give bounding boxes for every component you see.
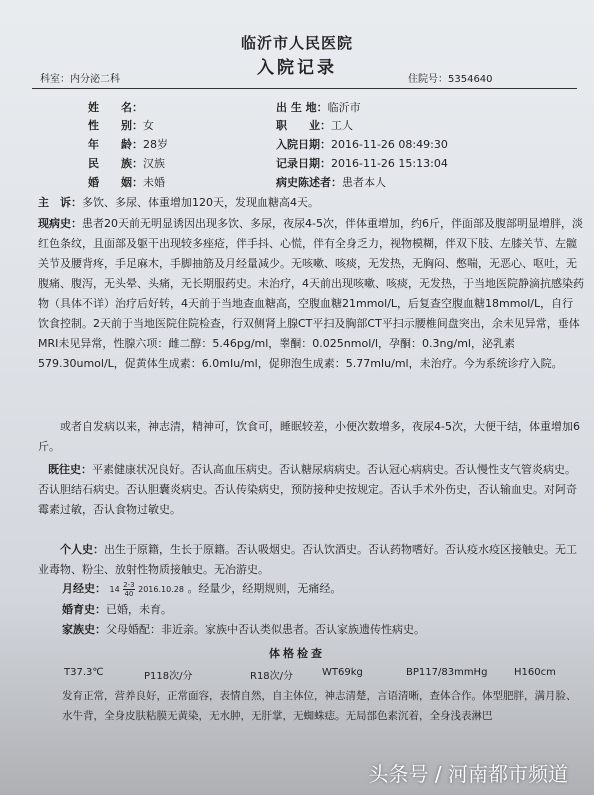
present-illness-course — [38, 417, 584, 457]
narrator-value: 患者本人 — [342, 176, 386, 189]
marriage-label: 婚 姻： — [88, 176, 143, 189]
job-row — [276, 117, 353, 133]
exam-text: 发育正常，营养良好，正常面容，表情自然，自主体位，神志清楚，言语清晰，查体合作。体型肥胖，满月脸、水牛背，全身皮肤粘膜无黄染，无水肿，无肝掌，无蜘蛛痣。无局部色素沉着，全身浅表淋巴 — [62, 690, 577, 722]
chief-complaint — [38, 193, 584, 213]
watermark: 头条号 / 河南都市频道 — [368, 762, 568, 786]
vital-weight: WT69kg — [322, 667, 363, 678]
physical-exam-title: 体格检查 — [269, 647, 325, 660]
dept-value: 内分泌二科 — [70, 74, 120, 85]
ethnic-row — [88, 155, 165, 171]
past-text: 平素健康状况良好。否认高血压病史。否认糖尿病病史。否认冠心病病史。否认慢性支气管炎病史。否认胆结石病史。否认胆囊炎病史。否认传染病史，预防接种史按规定。否认手术外伤史，否认输血史。对阿奇霉素过敏，否认食物过敏史。 — [38, 463, 577, 516]
family-label: 家族史： — [62, 623, 106, 636]
marriage-value: 未婚 — [143, 176, 165, 189]
menses-fraction — [123, 581, 134, 598]
hospital-name: 临沂市人民医院 — [240, 34, 353, 52]
present-text: 患者20天前无明显诱因出现多饮、多尿，夜尿4-5次，伴体重增加，约6斤，伴面部及腹部明显增胖，淡红色条纹，且面部及躯干出现较多痤疮，伴手抖、心慌，伴有全身乏力，视物模糊，伴双下肢、左膝关节、左髋关节及腰背疼，手足麻木，手脚抽筋及月经量减少。无咳嗽、咳痰，无发热，无胸闷、憋喘，无恶心、呕吐，无腹痛、腹泻，无头晕、头痛，无长期服药史。未治疗，4天前出现咳嗽、咳痰，无发热，于当地医院静滴抗感染药物（具体不详）治疗后好转，4天前于当地查血糖高，空腹血糖21mmol/L，后复查空腹血糖18mmol/L，自行饮食控制。2天前于当地医院住院检查，行双侧肾上腺CT平扫及胸部CT平扫示腰椎间盘突出，余未见异常，垂体MRI未见异常，性腺六项：雌二醇：5.46pg/ml，睾酮：0.025nmol/l，孕酮：0.3ng/ml，泌乳素579.30umol/L，促黄体生成素：6.0mIu/ml，促卵泡生成素：5.77mIu/ml，未治疗。今为系统诊疗入院。 — [38, 217, 584, 370]
marriage-row — [88, 174, 165, 190]
exam-findings — [62, 686, 584, 726]
admit-value: 2016-11-26 08:49:30 — [331, 138, 448, 151]
record-value: 2016-11-26 15:13:04 — [331, 157, 448, 170]
birthplace-value: 临沂市 — [327, 101, 361, 114]
menses-den: 40 — [124, 589, 134, 598]
marital-label: 婚育史： — [62, 603, 106, 616]
complaint-label: 主 诉： — [38, 196, 82, 209]
admission-number — [408, 70, 493, 85]
vital-pulse: P118次/分 — [144, 671, 193, 682]
ethnic-label: 民 族： — [88, 157, 143, 170]
narrator-row — [276, 174, 386, 190]
family-text: 父母婚配：非近亲。家族中否认类似患者。否认家族遗传性病史。 — [106, 623, 425, 636]
family-history — [62, 620, 582, 640]
gender-label: 性 别： — [88, 119, 143, 132]
ethnic-value: 汉族 — [143, 157, 165, 170]
menses-num: 2-3 — [123, 580, 135, 589]
present-illness — [38, 214, 584, 374]
name-row — [88, 99, 143, 115]
record-label: 记录日期： — [276, 157, 331, 170]
vital-temperature: T37.3℃ — [64, 667, 104, 678]
menses-age: 14 — [109, 585, 120, 594]
job-value: 工人 — [331, 119, 353, 132]
record-title: 入院记录 — [257, 58, 337, 78]
menses-text: 。经量少，经期规则，无痛经。 — [187, 582, 342, 595]
vital-blood-pressure: BP117/83mmHg — [406, 667, 488, 678]
record-date-row — [276, 155, 448, 171]
menstrual-history — [62, 579, 582, 600]
header-divider — [32, 88, 577, 89]
department — [40, 70, 120, 85]
personal-text: 出生于原籍，生长于原籍。否认吸烟史。否认饮酒史。否认药物嗜好。否认疫水疫区接触史。无工业毒物、粉尘、放射性物质接触史。无冶游史。 — [38, 543, 577, 576]
gender-value: 女 — [143, 119, 154, 132]
past-label: 既往史： — [48, 463, 92, 476]
name-label: 姓 名： — [88, 101, 143, 114]
age-value: 28岁 — [143, 138, 168, 151]
menses-label: 月经史： — [62, 582, 106, 595]
marital-text: 已婚，未育。 — [106, 603, 172, 616]
bed-label: 住院号： — [408, 74, 448, 85]
personal-label: 个人史： — [60, 543, 104, 556]
admit-label: 入院日期： — [276, 138, 331, 151]
bed-value: 5354640 — [448, 74, 493, 85]
birthplace-label: 出 生 地： — [276, 101, 328, 114]
menses-date: 2016.10.28 — [138, 585, 184, 594]
present-label: 现病史： — [38, 217, 82, 230]
past-history — [38, 460, 584, 520]
job-label: 职 业： — [276, 119, 331, 132]
vital-respiration: R18次/分 — [250, 671, 294, 682]
birthplace-row — [276, 99, 361, 115]
personal-history — [38, 540, 584, 580]
gender-row — [88, 117, 154, 133]
narrator-label: 病史陈述者： — [276, 176, 342, 189]
age-label: 年 龄： — [88, 138, 143, 151]
vital-height: H160cm — [514, 667, 556, 678]
marital-history — [62, 600, 582, 620]
age-row — [88, 136, 168, 152]
dept-label: 科室： — [40, 74, 70, 85]
present-text2: 或者自发病以来，神志清，精神可，饮食可，睡眠较差，小便次数增多，夜尿4-5次，大便干结，体重增加6斤。 — [38, 420, 580, 453]
admit-row — [276, 136, 448, 152]
complaint-text: 多饮、多尿、体重增加120天，发现血糖高4天。 — [82, 196, 319, 209]
